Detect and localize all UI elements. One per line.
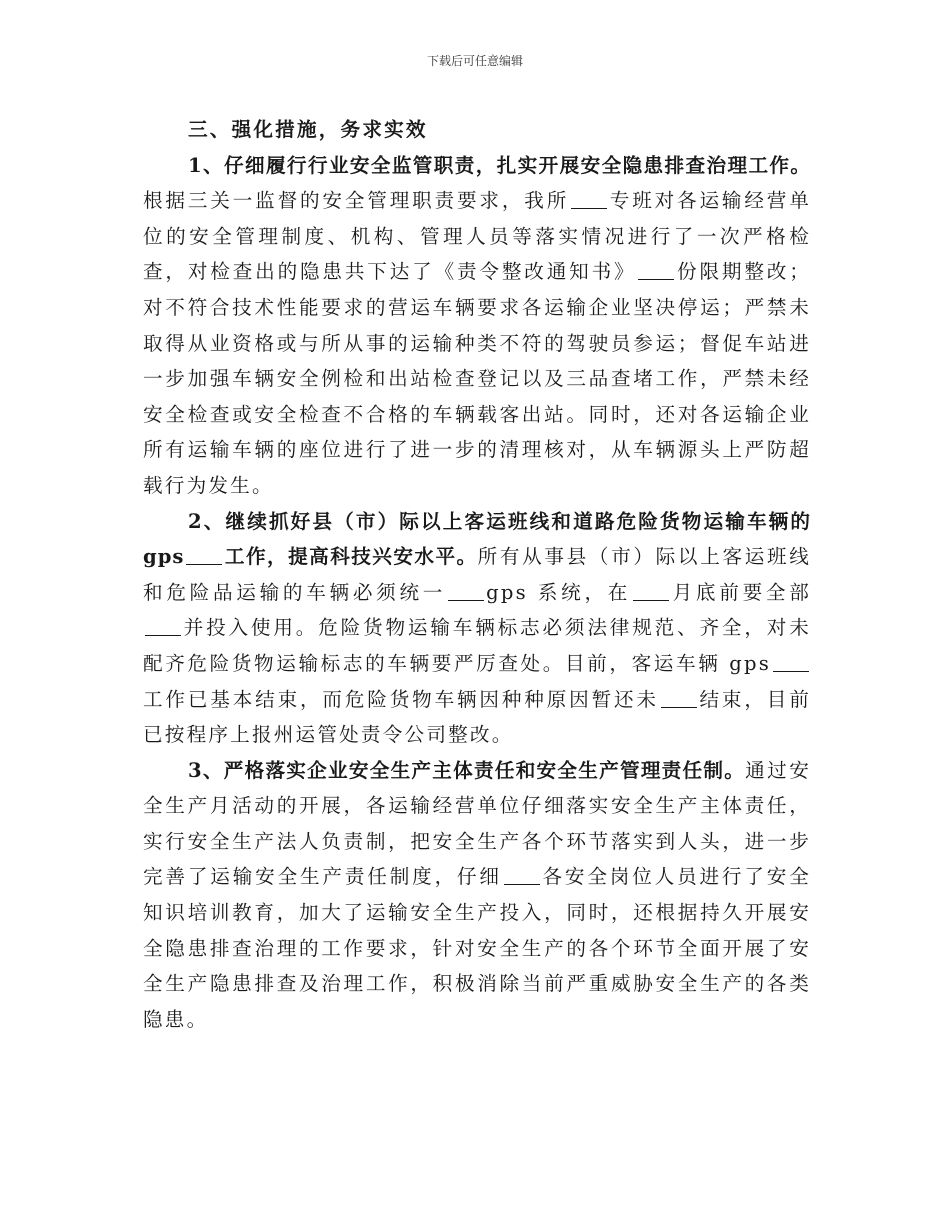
blank-line (773, 653, 809, 672)
paragraph-2-text: 并投入使用。危险货物运输车辆标志必须法律规范、齐全，对未配齐危险货物运输标志的车辆要严厉查处。目前，客运车辆 gps (143, 616, 811, 675)
paragraph-2-text: gps 系统，在 (486, 580, 632, 604)
blank-line (504, 866, 540, 885)
paragraph-2-heading: 工作，提高科技兴安水平。 (224, 545, 478, 569)
page-header: 下载后可任意编辑 (426, 54, 523, 68)
blank-line (633, 582, 669, 601)
paragraph-1 (143, 148, 811, 504)
paragraph-2-heading: 2、继续抓好县（市）际以上客运班线和道路危险货物运输车辆的gps (143, 509, 811, 569)
paragraph-3-text: 通过安全生产月活动的开展，各运输经营单位仔细落实安全生产主体责任，实行安全生产法人负责制，把安全生产各个环节落实到人头，进一步完善了运输安全生产责任制度，仔细 (143, 758, 811, 889)
blank-line (661, 689, 697, 708)
paragraph-2 (143, 504, 811, 753)
blank-line (186, 546, 222, 565)
document-body (143, 112, 811, 1037)
paragraph-3-text: 各安全岗位人员进行了安全知识培训教育，加大了运输安全生产投入，同时，还根据持久开展安全隐患排查治理的工作要求，针对安全生产的各个环节全面开展了安全生产隐患排查及治理工作，积极消除当前严重威胁安全生产的各类隐患。 (143, 865, 811, 1031)
blank-line (145, 617, 181, 636)
paragraph-2-text: 工作已基本结束，而危险货物车辆因种种原因暂还未 (143, 687, 659, 711)
paragraph-2-text: 月底前要全部 (671, 580, 811, 604)
paragraph-1-text: 份限期整改；对不符合技术性能要求的营运车辆要求各运输企业坚决停运；严禁未取得从业资格或与所从事的运输种类不符的驾驶员参运；督促车站进一步加强车辆安全例检和出站检查登记以及三品查堵工作，严禁未经安全检查或安全检查不合格的车辆载客出站。同时，还对各运输企业所有运输车辆的座位进行了进一步的清理核对，从车辆源头上严防超载行为发生。 (143, 260, 811, 497)
paragraph-2-text: 结束，目前已按程序上报州运管处责令公司整改。 (143, 687, 812, 747)
blank-line (638, 261, 674, 280)
section-title: 三、强化措施，务求实效 (188, 118, 428, 141)
blank-line (571, 190, 607, 209)
paragraph-1-heading: 1、仔细履行行业安全监管职责，扎实开展安全隐患排查治理工作。 (188, 153, 811, 177)
paragraph-1-text: 根据三关一监督的安全管理职责要求，我所 (143, 189, 570, 213)
paragraph-2-text: 所有从事县（市）际以上客运班线和危险品运输的车辆必须统一 (143, 545, 812, 604)
paragraph-1-text: 专班对各运输经营单位的安全管理制度、机构、管理人员等落实情况进行了一次严格检查，对检查出的隐患共下达了《责令整改通知书》 (143, 189, 811, 284)
paragraph-3-heading: 3、严格落实企业安全生产主体责任和安全生产管理责任制。 (188, 758, 746, 782)
blank-line (448, 582, 484, 601)
paragraph-3 (143, 753, 811, 1038)
